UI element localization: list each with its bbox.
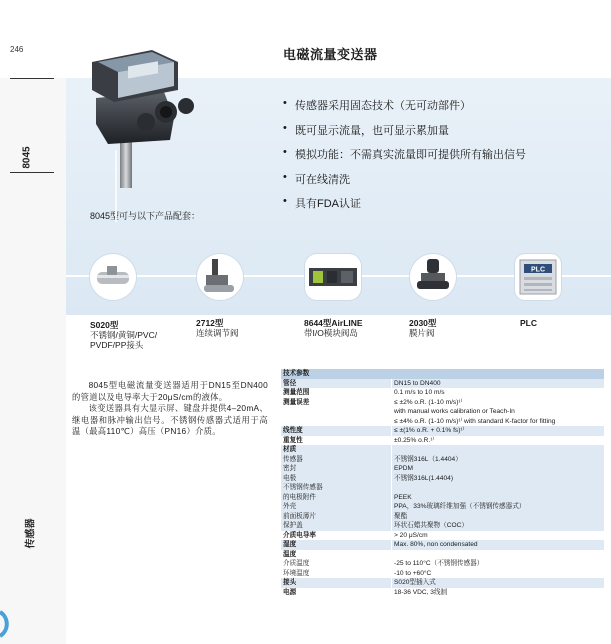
spec-row: [281, 588, 604, 598]
plc-icon: [515, 254, 561, 300]
spec-key: 测量范围: [283, 389, 310, 396]
spec-value: 不锈钢316L（1.4404）: [392, 455, 605, 465]
spec-key: 介质温度: [283, 560, 310, 567]
spec-value: > 20 μS/cm: [392, 531, 605, 541]
spec-key: 管径: [281, 379, 392, 389]
spec-row: [281, 436, 604, 446]
spec-key: 线性度: [281, 426, 392, 436]
product-caption: 2712型 连续调节阀: [196, 318, 239, 338]
spec-row: [281, 502, 604, 512]
spec-value: 聚酯: [392, 512, 605, 522]
feature-item: • 既可显示流量，也可显示累加量: [283, 121, 449, 137]
valve-island-icon: [305, 254, 361, 300]
spec-value: ≤ ±4% o.R. (1-10 m/s)¹⁾ with standard K-factor for fitting: [392, 417, 605, 427]
spec-key: 不锈钢传感器: [281, 483, 392, 493]
sidebar-category-label: 传感器: [25, 518, 37, 549]
compatibility-label: 8045型可与以下产品配套：: [90, 211, 201, 221]
spec-row: [281, 521, 604, 531]
spec-key: 电极: [281, 474, 392, 484]
page-number: 246: [10, 45, 24, 54]
spec-key: 的电极附件: [281, 493, 392, 503]
product-caption: 2030型 膜片阀: [409, 318, 437, 338]
spec-value: 18-36 VDC, 3线制: [392, 588, 605, 598]
spec-row: [281, 474, 604, 484]
spec-value: -10 to +60°C: [392, 569, 605, 579]
product-caption: PLC: [520, 318, 537, 328]
spec-value: PEEK: [392, 493, 605, 503]
spec-key: 前面板薄片: [281, 512, 392, 522]
spec-value: [392, 483, 605, 493]
spec-row: [281, 407, 604, 417]
spec-row: [281, 379, 604, 389]
control-valve-icon: [197, 254, 243, 300]
spec-row: [281, 569, 604, 579]
spec-table-header: 技术参数: [281, 369, 604, 379]
spec-value: 不锈钢316L(1.4404): [392, 474, 605, 484]
feature-item: • 模拟功能：不需真实流量即可提供所有输出信号: [283, 146, 526, 161]
spec-value: [392, 550, 605, 560]
plc-badge-text: PLC: [531, 266, 545, 274]
product-description: 8045型电磁流量变送器适用于DN15至DN400的管道以及电导率大于20μS/cm的液体。 该变送器具有大显示屏、键盘并提供4–20mA、继电器和脉冲输出信号。不锈钢传感器式适用于高温（最高110℃）高压（PN16）介质。: [72, 380, 268, 436]
spec-row: [281, 512, 604, 522]
spec-row: [281, 445, 604, 455]
feature-item: • 具有FDA认证: [283, 195, 361, 210]
spec-table: [281, 369, 604, 597]
spec-row: [281, 464, 604, 474]
spec-row: [281, 540, 604, 550]
spec-value: 0.1 m/s to 10 m/s: [392, 388, 605, 398]
spec-row: [281, 493, 604, 503]
spec-key: 环境温度: [283, 569, 310, 577]
spec-value: ≤ ±2% o.R. (1-10 m/s)¹⁾: [392, 398, 605, 408]
spec-row: [281, 483, 604, 493]
spec-value: 环状石蜡共聚物（COC）: [392, 521, 605, 531]
spec-value: with manual works calibration or Teach-In: [392, 407, 605, 417]
spec-value: DN15 to DN400: [392, 379, 605, 389]
spec-value: ±0.25% o.R.¹⁾: [392, 436, 605, 446]
spec-row: [281, 426, 604, 436]
fitting-icon: [90, 254, 136, 300]
spec-value: S020型插入式: [392, 578, 605, 588]
spec-key: 保护盖: [281, 521, 392, 531]
spec-value: [392, 445, 605, 455]
spec-row: [281, 417, 604, 427]
spec-row: [281, 455, 604, 465]
feature-item: • 可在线清洗: [283, 170, 350, 186]
spec-key: [281, 417, 392, 427]
page-title: 电磁流量变送器: [283, 47, 378, 62]
spec-row: [281, 550, 604, 560]
spec-key: 重复性: [283, 436, 303, 444]
spec-key: 接头: [281, 578, 392, 588]
spec-row: [281, 398, 604, 408]
sidebar-divider: [10, 78, 54, 79]
spec-row: [281, 578, 604, 588]
sidebar-divider: [10, 172, 54, 173]
spec-key: 温度: [283, 550, 297, 558]
spec-key: [281, 407, 392, 417]
diaphragm-valve-icon: [410, 254, 456, 300]
spec-value: PPA，33%玻璃纤维加强（不锈钢传感器式）: [392, 502, 605, 512]
spec-key: 外壳: [281, 502, 392, 512]
spec-key: 介质电导率: [283, 531, 316, 539]
product-caption: 8644型AirLINE 带I/O模块阀岛: [304, 318, 363, 338]
sidebar-section-label: 8045: [21, 146, 33, 169]
sidebar: [0, 78, 66, 644]
spec-key: 材质: [281, 445, 392, 455]
spec-key: 传感器: [281, 455, 392, 465]
spec-value: ≤ ±(1% o.R. + 0.1% fs)¹⁾: [392, 426, 605, 436]
spec-row: [281, 559, 604, 569]
spec-key: 电源: [283, 588, 297, 596]
spec-row: [281, 388, 604, 398]
spec-value: -25 to 110°C（不锈钢传感器）: [392, 559, 605, 569]
feature-item: • 传感器采用固态技术（无可动部件）: [283, 97, 471, 112]
spec-value: Max. 80%, non condensated: [392, 540, 605, 550]
spec-key: 测量误差: [283, 398, 310, 406]
spec-key: 湿度: [281, 540, 392, 550]
product-caption: S020型 不锈钢/黄铜/PVC/ PVDF/PP接头: [90, 320, 158, 350]
spec-row: [281, 531, 604, 541]
logo-mark: [0, 610, 16, 638]
spec-key: 密封: [281, 464, 392, 474]
spec-value: EPDM: [392, 464, 605, 474]
